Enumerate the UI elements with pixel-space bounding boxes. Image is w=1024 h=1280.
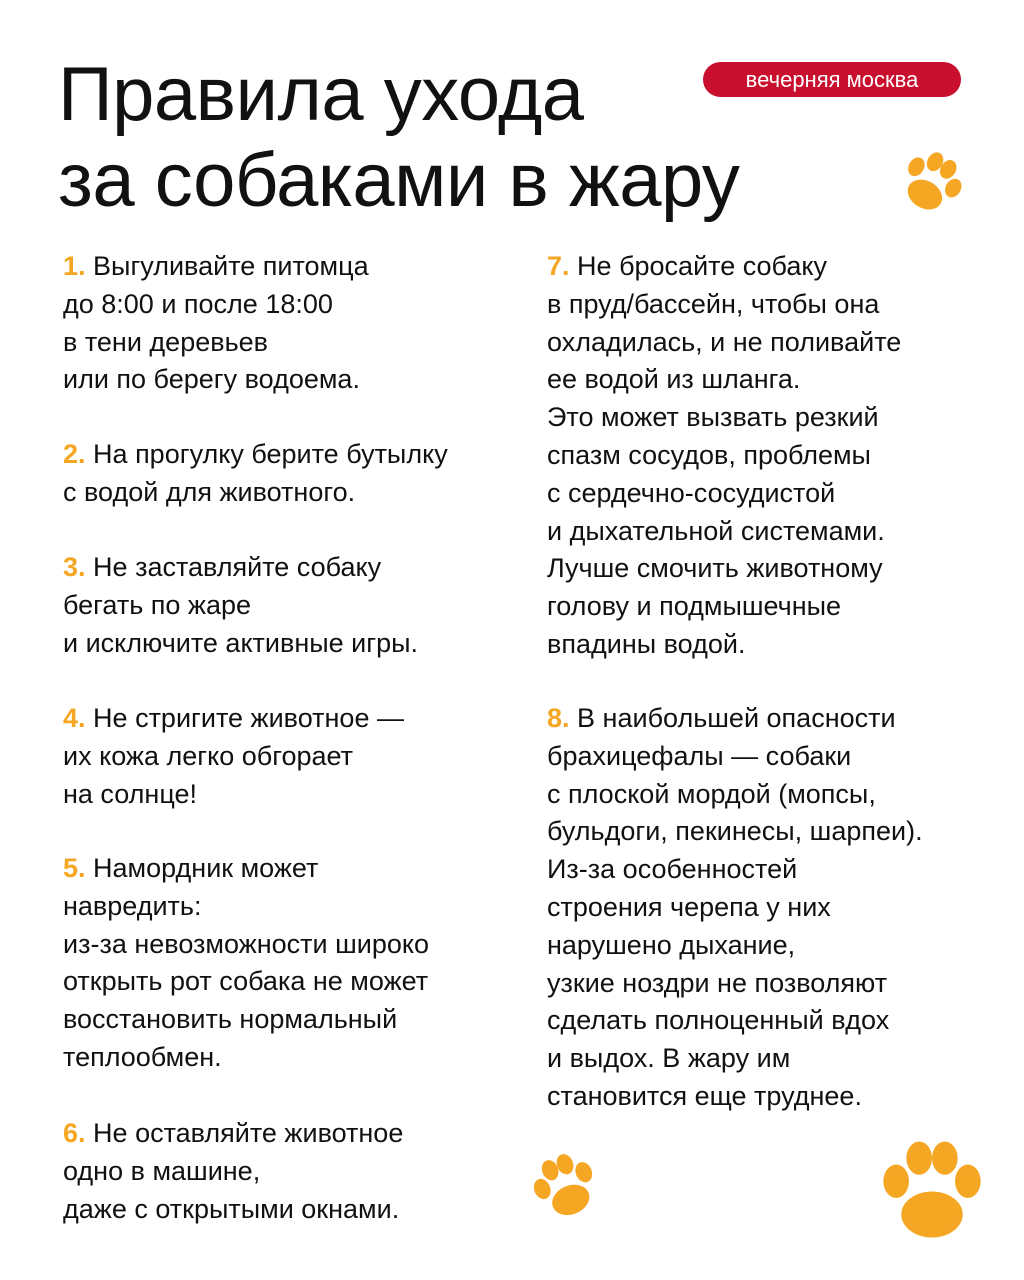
rule-item [63, 850, 429, 1077]
rule-text: В наибольшей опасности [577, 703, 896, 733]
rule-line [63, 1115, 403, 1153]
rule-text: Намордник может [93, 853, 319, 883]
rule-text: Выгуливайте питомца [93, 251, 369, 281]
rule-text: Не бросайте собаку [577, 251, 828, 281]
rule-line: охладилась, и не поливайте [547, 326, 902, 357]
rule-line [547, 700, 923, 738]
rule-number: 5. [63, 853, 86, 883]
rule-text: Не оставляйте животное [93, 1118, 404, 1148]
rule-line: брахицефалы — собаки [547, 740, 852, 771]
rule-line [63, 700, 404, 738]
rule-text: На прогулку берите бутылку [93, 439, 448, 469]
rule-line: даже с открытыми окнами. [63, 1193, 400, 1224]
rule-number: 2. [63, 439, 86, 469]
rule-line [547, 248, 901, 286]
rule-line: из-за невозможности широко [63, 928, 430, 959]
rule-line [63, 248, 369, 286]
rule-item [63, 1115, 403, 1228]
rule-line: бульдоги, пекинесы, шарпеи). [547, 816, 923, 847]
rule-text: Не стригите животное — [93, 703, 404, 733]
rule-line: навредить: [63, 890, 202, 921]
rule-line: Лучше смочить животному [547, 553, 883, 584]
rule-line: спазм сосудов, проблемы [547, 439, 871, 470]
rule-line: строения черепа у них [547, 891, 831, 922]
rule-number: 6. [63, 1118, 86, 1148]
rule-line: открыть рот собака не может [63, 966, 429, 997]
rule-item [63, 700, 404, 813]
rule-line: бегать по жаре [63, 589, 252, 620]
rule-line: голову и подмышечные [547, 591, 842, 622]
rule-line: с сердечно-сосудистой [547, 477, 836, 508]
rule-line: ее водой из шланга. [547, 364, 801, 395]
rule-line: и выдох. В жару им [547, 1043, 791, 1074]
rule-line: или по берегу водоема. [63, 364, 360, 395]
rule-line: сделать полноценный вдох [547, 1005, 890, 1036]
rule-line [63, 850, 429, 888]
rule-number: 7. [547, 251, 570, 281]
rule-line: на солнце! [63, 778, 197, 809]
rule-line: их кожа легко обгорает [63, 740, 354, 771]
rule-line: узкие ноздри не позволяют [547, 967, 888, 998]
rule-line: с плоской мордой (мопсы, [547, 778, 876, 809]
title-line-2: за собаками в жару [58, 138, 740, 223]
brand-badge: вечерняя москва [703, 62, 961, 97]
rule-number: 3. [63, 552, 86, 582]
rule-line: и исключите активные игры. [63, 627, 419, 658]
rule-line [63, 436, 448, 474]
rule-line [63, 549, 418, 587]
rule-number: 4. [63, 703, 86, 733]
rule-item [63, 436, 448, 512]
rule-line: в тени деревьев [63, 326, 268, 357]
rule-item [547, 700, 923, 1116]
rule-number: 1. [63, 251, 86, 281]
rule-line: до 8:00 и после 18:00 [63, 288, 333, 319]
rule-line: Из-за особенностей [547, 854, 798, 885]
rule-line: с водой для животного. [63, 476, 356, 507]
rule-line: впадины водой. [547, 628, 746, 659]
rule-line: восстановить нормальный [63, 1004, 398, 1035]
rule-line: одно в машине, [63, 1155, 261, 1186]
rule-line: становится еще труднее. [547, 1080, 862, 1111]
rule-text: Не заставляйте собаку [93, 552, 382, 582]
rule-line: и дыхательной системами. [547, 515, 885, 546]
rule-line: в пруд/бассейн, чтобы она [547, 288, 880, 319]
rule-number: 8. [547, 703, 570, 733]
title-line-1: Правила ухода [58, 52, 584, 137]
rule-line: теплообмен. [63, 1041, 222, 1072]
rule-line: Это может вызвать резкий [547, 402, 879, 433]
rule-line: нарушено дыхание, [547, 929, 796, 960]
rule-item [63, 248, 369, 399]
rule-item [63, 549, 418, 662]
rule-item [547, 248, 901, 664]
